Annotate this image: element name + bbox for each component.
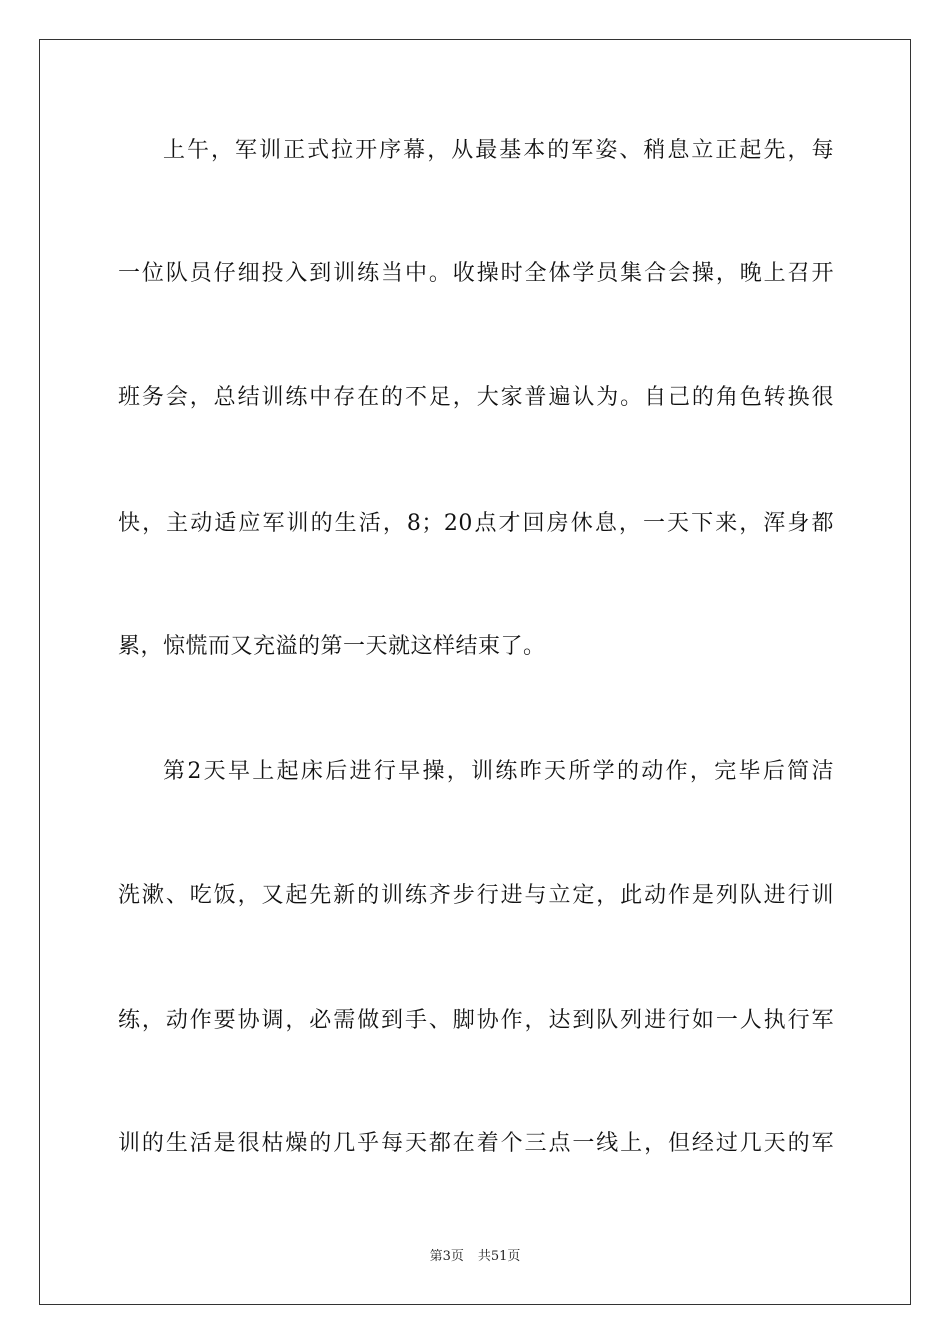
paragraph-2-line-4: 训的生活是很枯燥的几乎每天都在着个三点一线上，但经过几天的军 xyxy=(118,1131,834,1156)
paragraph-1-line-5: 累，惊慌而又充溢的第一天就这样结束了。 xyxy=(118,634,546,659)
page-border xyxy=(39,39,911,1305)
page-footer xyxy=(0,1249,950,1265)
paragraph-1-line-2: 一位队员仔细投入到训练当中。收操时全体学员集合会操，晚上召开 xyxy=(118,261,834,286)
paragraph-1-line-3: 班务会，总结训练中存在的不足，大家普遍认为。自己的角色转换很 xyxy=(118,385,834,410)
page-total: 共51页 xyxy=(477,1249,521,1264)
paragraph-1-line-4: 快，主动适应军训的生活，8；20点才回房休息，一天下来，浑身都 xyxy=(118,511,834,536)
page-number: 第3页 xyxy=(429,1249,464,1264)
paragraph-2-line-1: 第2天早上起床后进行早操，训练昨天所学的动作，完毕后简洁 xyxy=(163,759,834,784)
paragraph-2-line-3: 练，动作要协调，必需做到手、脚协作，达到队列进行如一人执行军 xyxy=(118,1008,834,1033)
paragraph-2-line-2: 洗漱、吃饭，又起先新的训练齐步行进与立定，此动作是列队进行训 xyxy=(118,883,834,908)
paragraph-1-line-1: 上午，军训正式拉开序幕，从最基本的军姿、稍息立正起先，每 xyxy=(163,138,834,163)
